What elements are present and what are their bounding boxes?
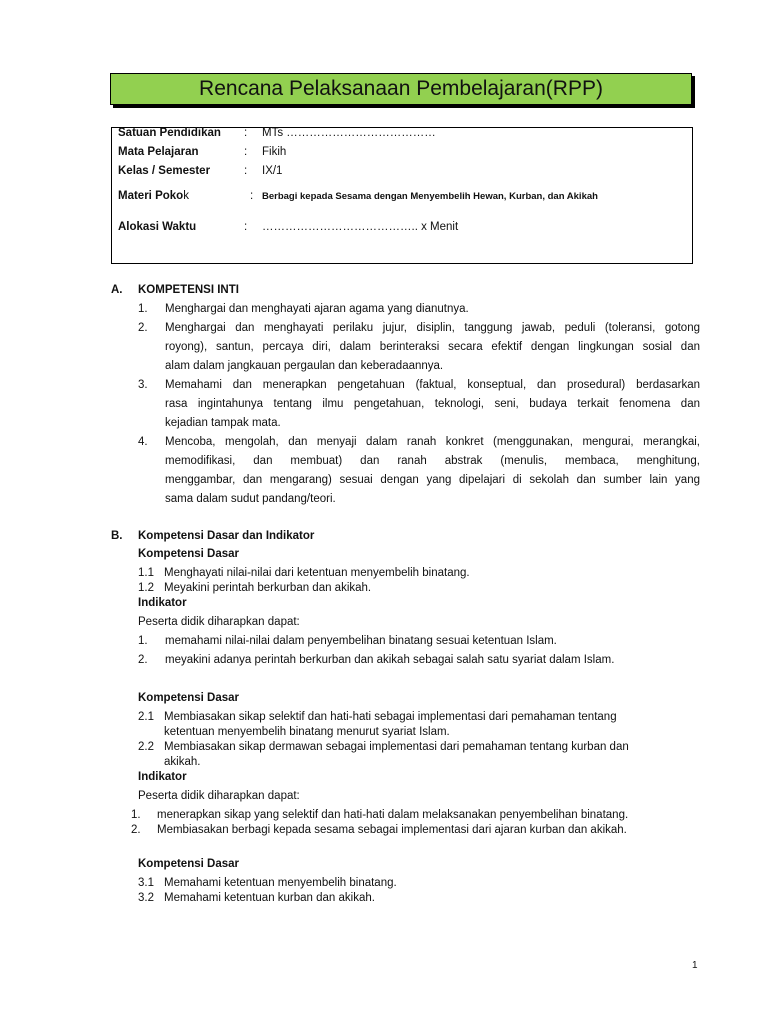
kd-heading: Kompetensi Dasar	[138, 548, 239, 560]
section-b-marker: B.	[111, 530, 123, 542]
indikator-heading: Indikator	[138, 597, 187, 609]
section-a-heading: KOMPETENSI INTI	[138, 284, 239, 296]
kd-item: Meyakini perintah berkurban dan akikah.	[164, 582, 372, 594]
list-item: Mencoba, mengolah, dan menyaji dalam ranah konkret (menggunakan, mengurai, merangkai,	[165, 436, 700, 448]
kd-item: Membiasakan sikap selektif dan hati-hati sebagai implementasi dari pemahaman tentang	[164, 711, 617, 723]
kd-number: 3.2	[138, 892, 154, 904]
list-item: Memahami dan menerapkan pengetahuan (faktual, konseptual, dan prosedural) berdasarkan	[165, 379, 700, 391]
kd-item: Menghayati nilai-nilai dari ketentuan menyembelih binatang.	[164, 567, 470, 579]
list-item: kejadian tampak mata.	[165, 417, 281, 429]
indikator-item: memahami nilai-nilai dalam penyembelihan binatang sesuai ketentuan Islam.	[165, 635, 557, 647]
list-number: 4.	[138, 436, 148, 448]
list-item: rasa ingintahunya tentang ilmu pengetahuan, teknologi, seni, budaya terkait fenomena dan	[165, 398, 700, 410]
kd-number: 1.1	[138, 567, 154, 579]
page-number: 1	[692, 960, 698, 971]
colon: :	[244, 165, 248, 177]
list-item: sama dalam sudut pandang/teori.	[165, 493, 336, 505]
indikator-item: menerapkan sikap yang selektif dan hati-hati dalam melaksanakan penyembelihan binatang.	[157, 809, 629, 821]
kd-number: 3.1	[138, 877, 154, 889]
document-title: Rencana Pelaksanaan Pembelajaran(RPP)	[110, 73, 692, 105]
kd-number: 1.2	[138, 582, 154, 594]
indikator-intro: Peserta didik diharapkan dapat:	[138, 616, 300, 628]
mapel-label: Mata Pelajaran	[118, 146, 199, 158]
list-item: Menghargai dan menghayati ajaran agama yang dianutnya.	[165, 303, 469, 315]
materi-value: Berbagi kepada Sesama dengan Menyembelih Hewan, Kurban, dan Akikah	[262, 191, 598, 202]
kd-number: 2.1	[138, 711, 154, 723]
indikator-number: 2.	[138, 654, 148, 666]
list-number: 1.	[138, 303, 148, 315]
kd-item: Memahami ketentuan kurban dan akikah.	[164, 892, 375, 904]
kd-item: ketentuan menyembelih binatang menurut syariat Islam.	[164, 726, 450, 738]
satuan-value: MTs …………………………………	[262, 127, 436, 139]
alokasi-label: Alokasi Waktu	[118, 221, 197, 233]
list-number: 3.	[138, 379, 148, 391]
indikator-number: 2.	[131, 824, 141, 836]
colon: :	[250, 190, 254, 202]
kd-heading: Kompetensi Dasar	[138, 858, 239, 870]
colon: :	[244, 221, 248, 233]
list-item: menggambar, dan mengarang) sesuai dengan yang dipelajari di sekolah dan sumber lain yang	[165, 474, 700, 486]
alokasi-value: ………………………………….. x Menit	[262, 221, 459, 233]
kelas-value: IX/1	[262, 165, 283, 177]
kd-number: 2.2	[138, 741, 154, 753]
satuan-label: Satuan Pendidikan	[118, 127, 221, 139]
section-a-marker: A.	[111, 284, 123, 296]
colon: :	[244, 127, 248, 139]
indikator-number: 1.	[138, 635, 148, 647]
list-item: Menghargai dan menghayati perilaku jujur, disiplin, tanggung jawab, peduli (toleransi, gotong	[165, 322, 700, 334]
section-b-heading: Kompetensi Dasar dan Indikator	[138, 530, 315, 542]
indikator-item: Membiasakan berbagi kepada sesama sebagai implementasi dari ajaran kurban dan akikah.	[157, 824, 627, 836]
kd-item: Memahami ketentuan menyembelih binatang.	[164, 877, 397, 889]
indikator-intro: Peserta didik diharapkan dapat:	[138, 790, 300, 802]
materi-label: Materi Pokok	[118, 190, 189, 202]
kd-item: akikah.	[164, 756, 201, 768]
kd-item: Membiasakan sikap dermawan sebagai implementasi dari pemahaman tentang kurban dan	[164, 741, 629, 753]
list-item: memodifikasi, dan membuat) dan ranah abstrak (menulis, membaca, menghitung,	[165, 455, 700, 467]
list-number: 2.	[138, 322, 148, 334]
kelas-label: Kelas / Semester	[118, 165, 211, 177]
indikator-heading: Indikator	[138, 771, 187, 783]
kd-heading: Kompetensi Dasar	[138, 692, 239, 704]
indikator-number: 1.	[131, 809, 141, 821]
list-item: royong), santun, percaya diri, dalam berinteraksi secara efektif dengan lingkungan sosial dan	[165, 341, 700, 353]
mapel-value: Fikih	[262, 146, 287, 158]
colon: :	[244, 146, 248, 158]
indikator-item: meyakini adanya perintah berkurban dan akikah sebagai salah satu syariat dalam Islam.	[165, 654, 615, 666]
list-item: alam dalam jangkauan pergaulan dan keberadaannya.	[165, 360, 444, 372]
